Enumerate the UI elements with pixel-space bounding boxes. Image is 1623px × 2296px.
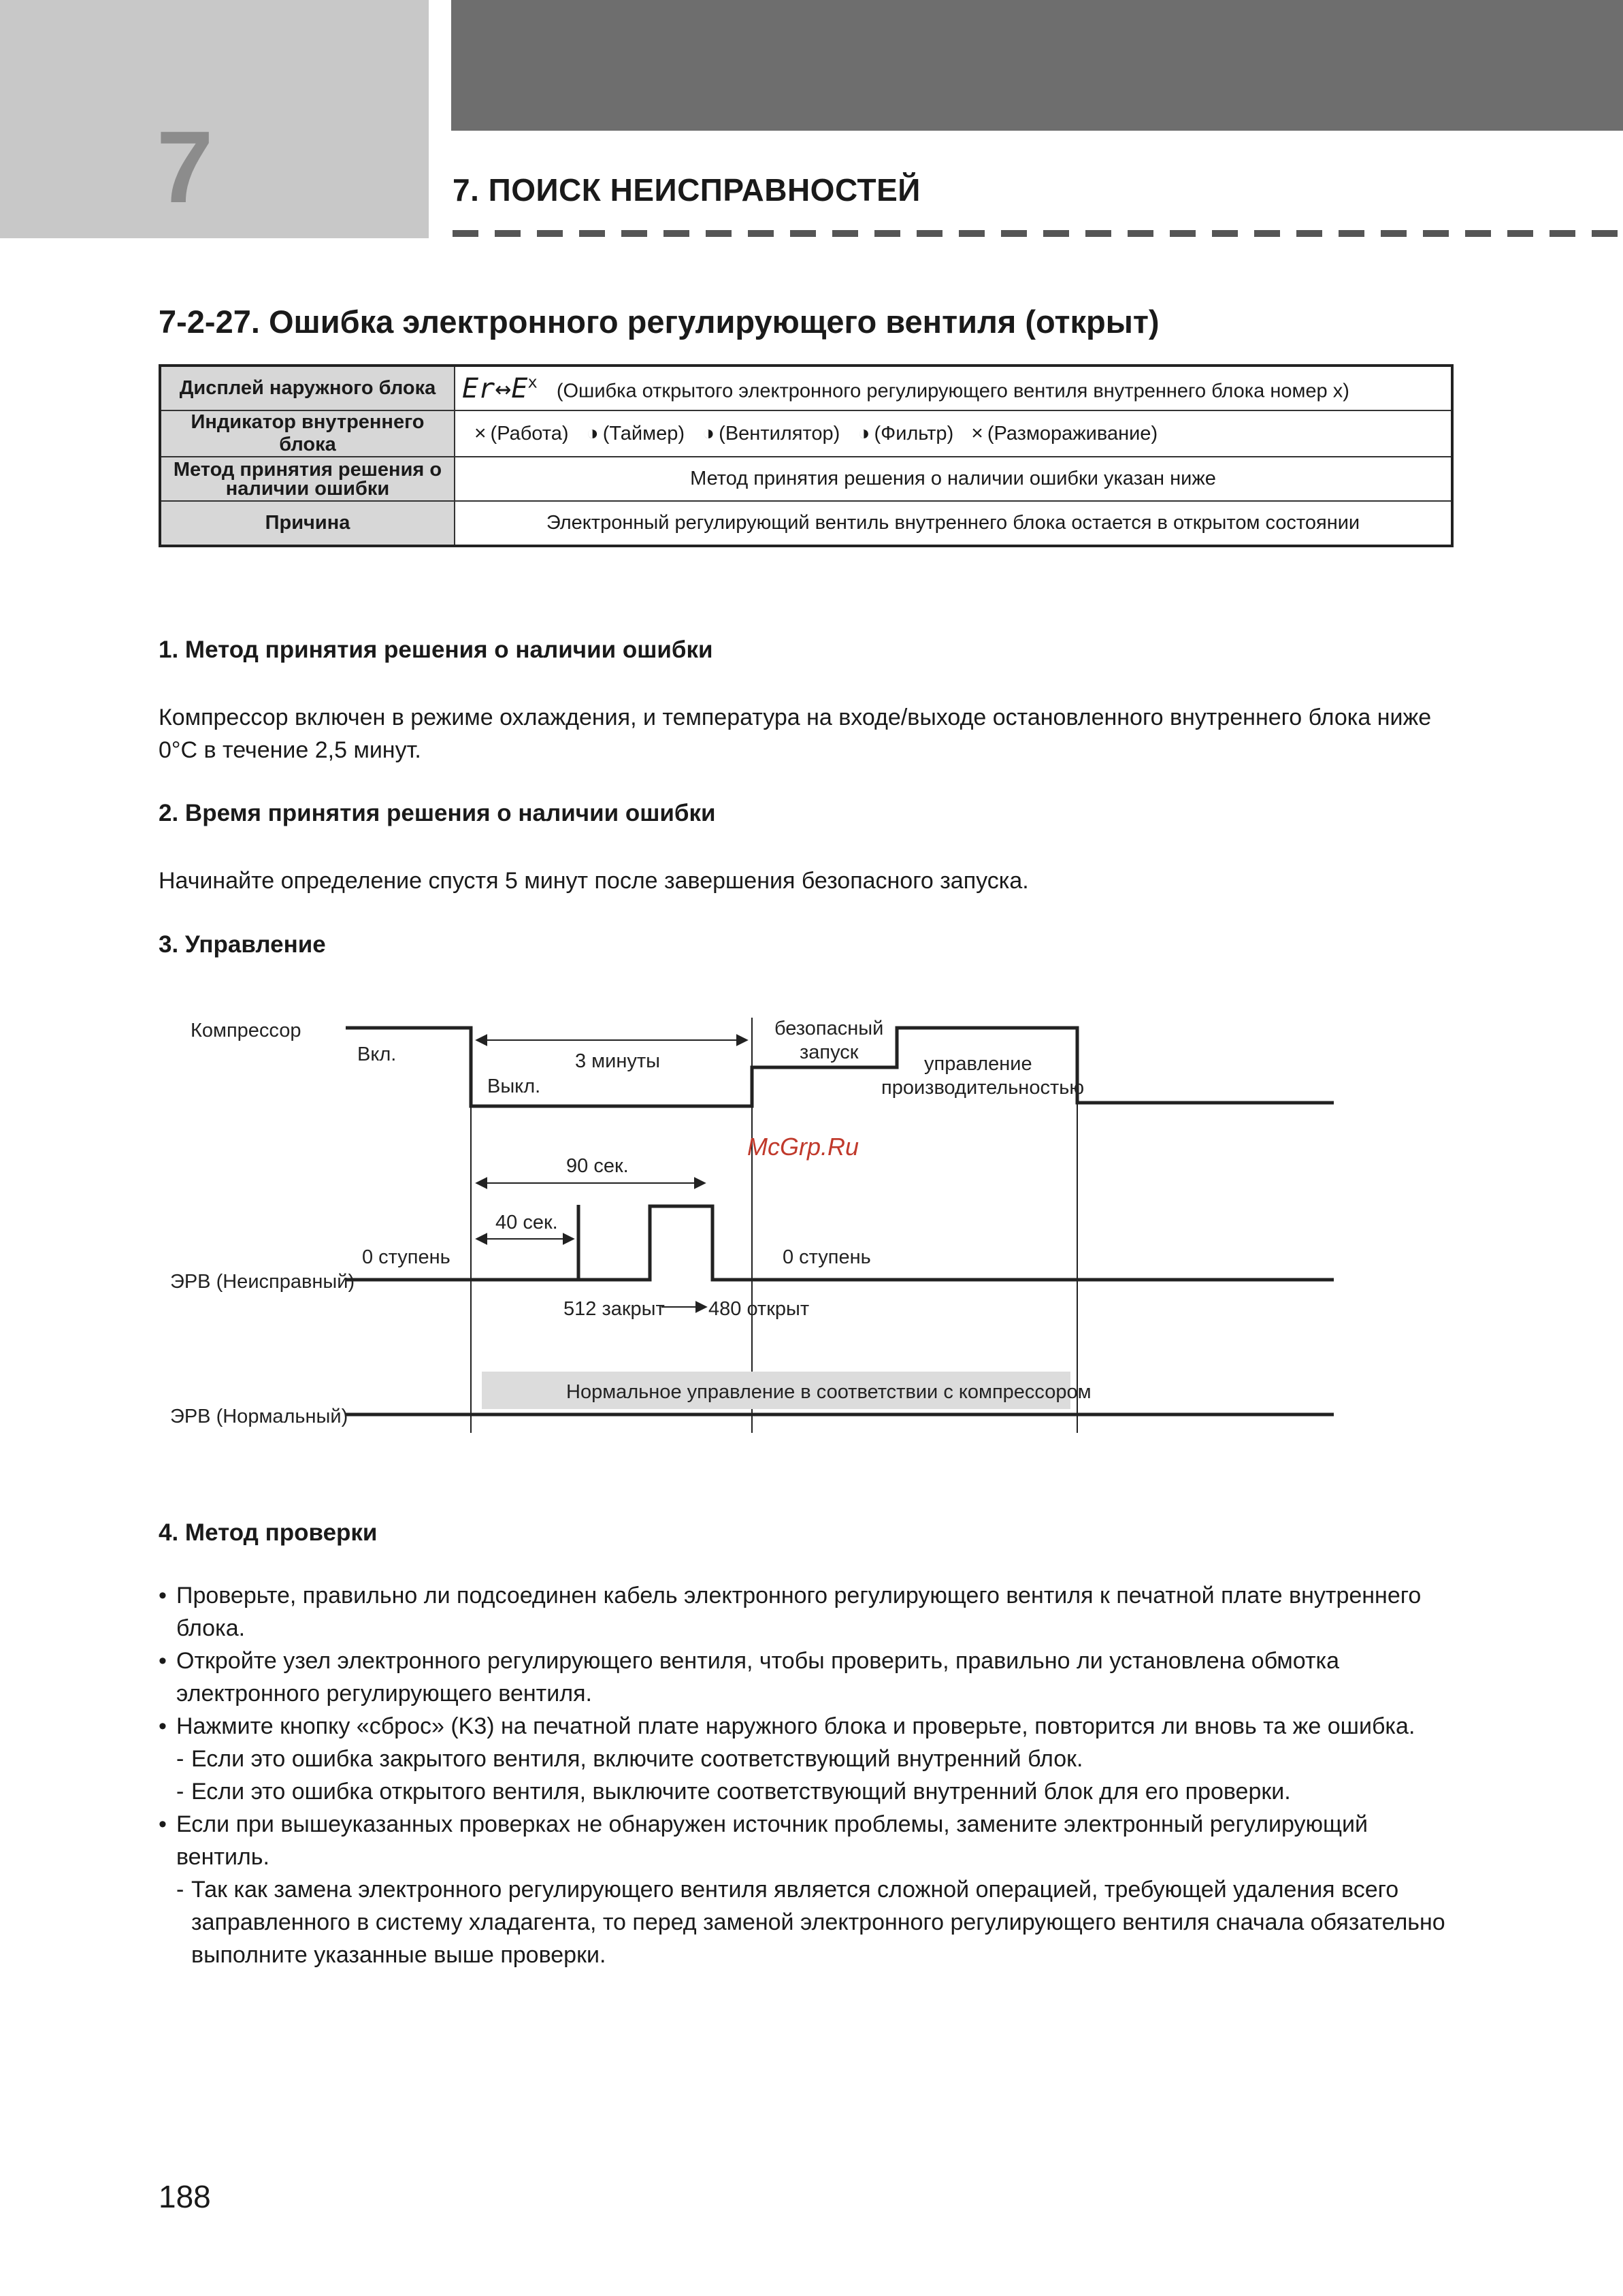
dashed-divider: [453, 230, 1623, 237]
off-icon: ×: [971, 422, 983, 444]
safe-start-label-2: запуск: [800, 1041, 859, 1063]
table-row: [160, 501, 1452, 546]
error-code: $Er\leftrightarrow E^x$: [462, 372, 538, 404]
cause-label: Причина: [160, 501, 455, 546]
indicator-item-fan: (Вентилятор): [719, 423, 840, 444]
blink-icon: ◑: [702, 422, 715, 444]
method-label: Метод принятия решения о наличии ошибки: [160, 457, 455, 501]
zero-step-label-1: 0 ступень: [362, 1246, 450, 1268]
list-subitem: - Если это ошибка открытого вентиля, выключите соответствующий внутренний блок для его проверки.: [176, 1779, 1291, 1805]
erv-normal-label: ЭРВ (Нормальный): [170, 1406, 348, 1427]
on-label: Вкл.: [357, 1044, 397, 1065]
open-480-label: 480 открыт: [708, 1298, 810, 1320]
display-text: (Ошибка открытого электронного регулирующего вентиля внутреннего блока номер x): [556, 380, 1349, 402]
list-item: • Если при вышеуказанных проверках не обнаружен источник проблемы, замените электронный регулирующий вентиль.: [159, 1811, 1368, 1870]
table-row: [160, 410, 1452, 457]
chapter-title: 7. ПОИСК НЕИСПРАВНОСТЕЙ: [453, 172, 921, 208]
blink-icon: ◑: [586, 422, 599, 444]
section-title: 7-2-27. Ошибка электронного регулирующего вентиля (открыт): [159, 304, 1160, 340]
page-number: 188: [159, 2179, 211, 2214]
list-subitem: - Так как замена электронного регулирующего вентиля является сложной операцией, требующей удаления всего заправленного в систему хладагента, то перед заменой электронного регулирующего вентиля сначала обязательно выполните указанные выше проверки.: [176, 1877, 1445, 1968]
control-timing-diagram: [0, 987, 1623, 1450]
table-row: [160, 457, 1452, 501]
list-item: • Проверьте, правильно ли подсоединен кабель электронного регулирующего вентиля к печатной плате внутреннего блока.: [159, 1583, 1422, 1641]
display-label: Дисплей наружного блока: [160, 366, 455, 410]
display-value: [455, 366, 1452, 410]
erv-faulty-label: ЭРВ (Неисправный): [170, 1271, 355, 1293]
subsection-title-3: 3. Управление: [159, 931, 326, 958]
three-minutes-label: 3 минуты: [575, 1050, 660, 1072]
indicator-value: [455, 410, 1452, 457]
safe-start-label-1: безопасный: [774, 1018, 884, 1039]
erv-faulty-waveform: [346, 1205, 1334, 1280]
indicator-label: Индикатор внутреннего блока: [160, 410, 455, 457]
forty-seconds-label: 40 сек.: [495, 1212, 558, 1233]
subsection-text-1: Компрессор включен в режиме охлаждения, и температура на входе/выходе остановленного внутреннего блока ниже 0°C в течение 2,5 минут.: [159, 705, 1432, 763]
subsection-title-1: 1. Метод принятия решения о наличии ошибки: [159, 636, 713, 663]
table-row: [160, 366, 1452, 410]
chapter-number: 7: [157, 110, 214, 224]
capacity-label-2: производительностью: [881, 1077, 1085, 1099]
indicator-item-defrost: (Размораживание): [987, 423, 1158, 444]
off-icon: ×: [474, 422, 487, 444]
header-bar: [451, 0, 1623, 131]
indicator-item-operation: (Работа): [490, 423, 569, 444]
zero-step-label-2: 0 ступень: [783, 1246, 871, 1268]
ninety-seconds-label: 90 сек.: [566, 1155, 629, 1177]
watermark: McGrp.Ru: [747, 1133, 859, 1161]
closed-512-label: 512 закрыт: [563, 1298, 665, 1320]
check-list: [159, 1579, 1452, 1971]
subsection-title-2: 2. Время принятия решения о наличии ошибки: [159, 800, 716, 826]
subsection-title-4: 4. Метод проверки: [159, 1519, 378, 1546]
list-item: • Нажмите кнопку «сброс» (K3) на печатной плате наружного блока и проверьте, повторится ли вновь та же ошибка.: [159, 1713, 1415, 1739]
list-subitem: - Если это ошибка закрытого вентиля, включите соответствующий внутренний блок.: [176, 1746, 1083, 1772]
compressor-label: Компрессор: [191, 1020, 301, 1041]
indicator-item-timer: (Таймер): [602, 423, 685, 444]
indicator-item-filter: (Фильтр): [874, 423, 954, 444]
method-value: Метод принятия решения о наличии ошибки указан ниже: [455, 457, 1452, 501]
subsection-text-2: Начинайте определение спустя 5 минут после завершения безопасного запуска.: [159, 868, 1029, 894]
list-item: • Откройте узел электронного регулирующего вентиля, чтобы проверить, правильно ли установлена обмотка электронного регулирующего вентиля.: [159, 1648, 1340, 1707]
off-label: Выкл.: [487, 1076, 541, 1097]
cause-value: Электронный регулирующий вентиль внутреннего блока остается в открытом состоянии: [455, 501, 1452, 546]
chapter-tab: [0, 0, 429, 238]
capacity-label-1: управление: [924, 1053, 1032, 1075]
error-info-table: [159, 364, 1454, 547]
blink-icon: ◑: [857, 422, 870, 444]
normal-control-label: Нормальное управление в соответствии с компрессором: [566, 1381, 1092, 1403]
